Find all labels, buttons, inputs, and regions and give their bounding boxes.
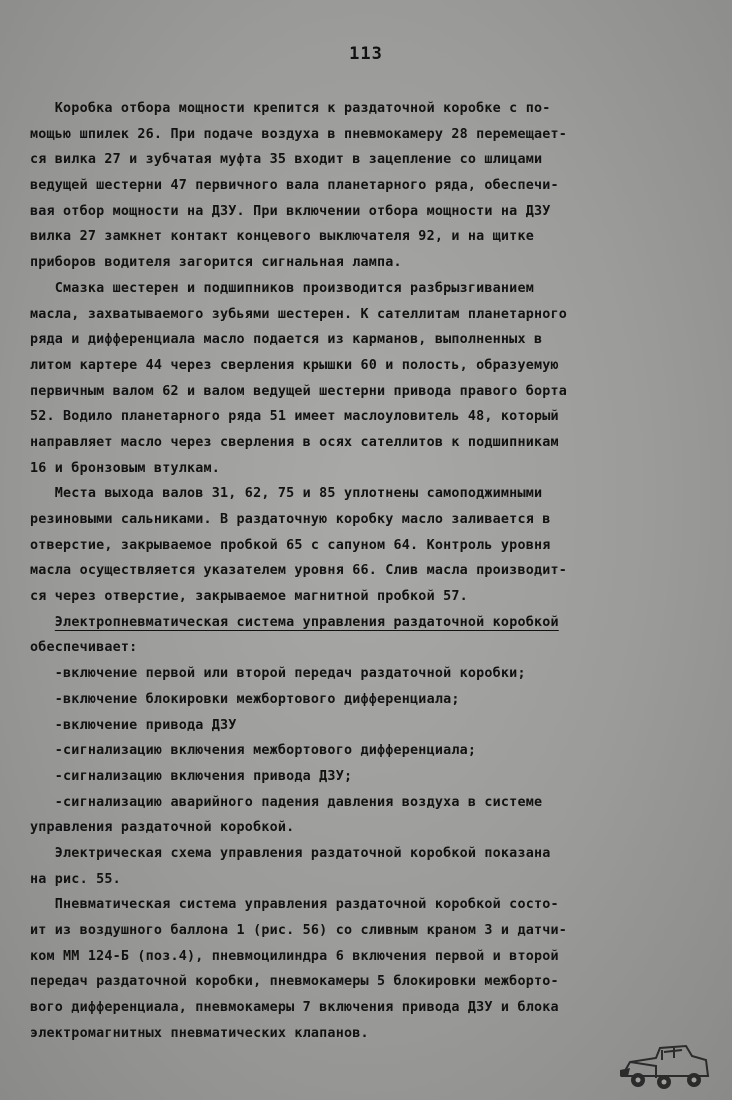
text-line: ведущей шестерни 47 первичного вала планетарного ряда, обеспечи-	[30, 178, 559, 194]
list-item: -сигнализацию включения привода ДЗУ;	[30, 768, 353, 784]
text-line: первичным валом 62 и валом ведущей шестерни привода правого борта	[30, 383, 568, 399]
text-line: литом картере 44 через сверления крышки 60 и полость, образуемую	[30, 357, 559, 373]
text-line: масла осуществляется указателем уровня 66. Слив масла производит-	[30, 563, 568, 579]
text-line: вилка 27 замкнет контакт концевого выключателя 92, и на щитке	[30, 229, 534, 245]
text-line: 16 и бронзовым втулкам.	[30, 460, 221, 476]
text-line: отверстие, закрываемое пробкой 65 с сапуном 64. Контроль уровня	[30, 537, 551, 553]
truck-icon	[616, 1040, 712, 1094]
list-item: -включение привода ДЗУ	[30, 717, 237, 733]
section-heading	[30, 610, 706, 636]
section-heading-text: Электропневматическая система управления раздаточной коробкой	[54, 614, 559, 630]
text-line: вого дифференциала, пневмокамеры 7 включения привода ДЗУ и блока	[30, 1000, 559, 1016]
text-line: ся вилка 27 и зубчатая муфта 35 входит в зацепление со шлицами	[30, 152, 543, 168]
list-item: -сигнализацию аварийного падения давления воздуха в системе	[30, 794, 543, 810]
text-line: Пневматическая система управления раздаточной коробкой состо-	[30, 897, 559, 913]
text-line: управления раздаточной коробкой.	[30, 820, 295, 836]
text-line: ком ММ 124-Б (поз.4), пневмоцилиндра 6 включения первой и второй	[30, 948, 559, 964]
text-line: направляет масло через сверления в осях сателлитов к подшипникам	[30, 434, 559, 450]
text-line: Места выхода валов 31, 62, 75 и 85 уплотнены самоподжимными	[30, 486, 543, 502]
text-line: приборов водителя загорится сигнальная лампа.	[30, 255, 402, 271]
text-line: Электрическая схема управления раздаточной коробкой показана	[30, 845, 551, 861]
text-line: обеспечивает:	[30, 640, 138, 656]
text-line: на рис. 55.	[30, 871, 121, 887]
list-item: -включение первой или второй передач раздаточной коробки;	[30, 666, 526, 682]
text-line: передач раздаточной коробки, пневмокамеры 5 блокировки межборто-	[30, 974, 559, 990]
text-line: резиновыми сальниками. В раздаточную коробку масло заливается в	[30, 512, 551, 527]
text-line: Смазка шестерен и подшипников производится разбрызгиванием	[30, 280, 534, 296]
text-line: мощью шпилек 26. При подаче воздуха в пневмокамеру 28 перемещает-	[30, 126, 568, 142]
page-number: 113	[349, 44, 383, 64]
text-line: ряда и дифференциала масло подается из карманов, выполненных в	[30, 332, 543, 348]
text-line: вая отбор мощности на ДЗУ. При включении отбора мощности на ДЗУ	[30, 203, 551, 219]
text-line: ит из воздушного баллона 1 (рис. 56) со сливным краном 3 и датчи-	[30, 923, 568, 938]
body-text	[30, 96, 706, 1046]
text-line: электромагнитных пневматических клапанов.	[30, 1025, 369, 1041]
text-line: Коробка отбора мощности крепится к раздаточной коробке с по-	[30, 101, 551, 116]
text-line: 52. Водило планетарного ряда 51 имеет маслоуловитель 48, который	[30, 409, 559, 425]
text-line: масла, захватываемого зубьями шестерен. К сателлитам планетарного	[30, 306, 568, 322]
list-item: -включение блокировки межбортового дифференциала;	[30, 691, 460, 707]
text-line: ся через отверстие, закрываемое магнитной пробкой 57.	[30, 589, 468, 605]
list-item: -сигнализацию включения межбортового дифференциала;	[30, 743, 477, 759]
